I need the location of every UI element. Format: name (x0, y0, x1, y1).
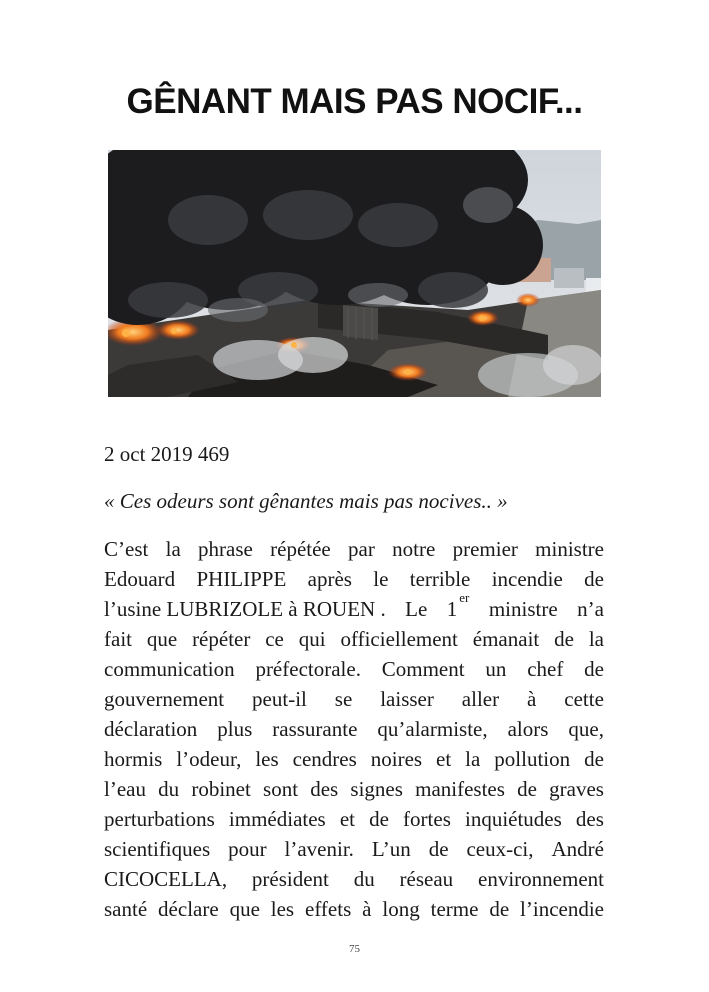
word: que (229, 897, 260, 921)
word: de (584, 657, 604, 681)
word: robinet (191, 777, 251, 801)
word: terrible (409, 567, 471, 591)
word: Comment (381, 657, 465, 681)
word: rassurante (272, 717, 358, 741)
body-line (104, 744, 604, 774)
word: perturbations (104, 807, 215, 831)
word: ceux-ci, (466, 837, 534, 861)
word: fortes (403, 807, 451, 831)
word: des (575, 807, 604, 831)
body-line (104, 590, 604, 624)
word: se (334, 687, 353, 711)
word: les (255, 747, 279, 771)
body-line (104, 684, 604, 714)
word: la (588, 627, 604, 651)
word: déclare (158, 897, 219, 921)
word: de (584, 747, 604, 771)
word: les (270, 897, 295, 921)
body-line (104, 804, 604, 834)
word: de (428, 837, 449, 861)
word: après (307, 567, 352, 591)
body-line (104, 864, 604, 894)
word: l’usine LUBRIZOLE à ROUEN . (104, 597, 386, 621)
word: notre (392, 537, 436, 561)
word: laisser (380, 687, 434, 711)
word: pollution (494, 747, 571, 771)
word: de (489, 897, 510, 921)
body-line (104, 564, 604, 594)
body-line (104, 894, 604, 924)
word: l’odeur, (176, 747, 242, 771)
word: PHILIPPE (196, 567, 287, 591)
pull-quote: « Ces odeurs sont gênantes mais pas nocives.. » (104, 489, 508, 513)
word: CICOCELLA, (104, 867, 228, 891)
word: scientifiques (104, 837, 211, 861)
word: pour (228, 837, 267, 861)
body-line (104, 714, 604, 744)
word: graves (549, 777, 604, 801)
word: président (251, 867, 329, 891)
word: qui (298, 627, 326, 651)
word: premier (452, 537, 518, 561)
word: de (369, 807, 389, 831)
word: manifestes (415, 777, 505, 801)
word: l’avenir. (284, 837, 354, 861)
word: la (165, 537, 181, 561)
word: par (348, 537, 375, 561)
word: du (353, 867, 375, 891)
body-line (104, 774, 604, 804)
word: ministre (488, 597, 558, 621)
body-line (104, 534, 604, 564)
word: de (554, 627, 574, 651)
word: gouvernement (104, 687, 225, 711)
word: effets (305, 897, 352, 921)
word: préfectorale. (255, 657, 361, 681)
article-body (104, 534, 604, 924)
word: que (146, 627, 178, 651)
word: L’un (371, 837, 411, 861)
word: inquiétudes (464, 807, 562, 831)
word: cendres (292, 747, 357, 771)
word: à (362, 897, 372, 921)
word: et (339, 807, 355, 831)
word: l’eau (104, 777, 146, 801)
word: aller (461, 687, 500, 711)
word: alors (507, 717, 549, 741)
word: André (551, 837, 604, 861)
word: un (485, 657, 507, 681)
superscript: er (459, 590, 470, 605)
word: le (373, 567, 389, 591)
word: à (527, 687, 537, 711)
word: du (158, 777, 180, 801)
word: communication (104, 657, 235, 681)
word: de (517, 777, 537, 801)
word: qu’alarmiste, (377, 717, 488, 741)
word: santé (104, 897, 148, 921)
fire-photo (108, 150, 601, 397)
word: réseau (399, 867, 454, 891)
word: émanait (472, 627, 540, 651)
word: C’est (104, 537, 149, 561)
word: phrase (198, 537, 253, 561)
word: environnement (478, 867, 604, 891)
word: officiellement (340, 627, 458, 651)
word: répéter (192, 627, 251, 651)
word: immédiates (228, 807, 326, 831)
dateline: 2 oct 2019 469 (104, 442, 230, 466)
word: l’incendie (520, 897, 604, 921)
word: chef (527, 657, 564, 681)
word: incendie (491, 567, 563, 591)
word: et (436, 747, 452, 771)
page-title: GÊNANT MAIS PAS NOCIF... (126, 82, 583, 121)
word: long (382, 897, 420, 921)
word: Edouard (104, 567, 176, 591)
page-number: 75 (349, 943, 360, 955)
word: ministre (535, 537, 604, 561)
word: ce (265, 627, 284, 651)
word: que, (568, 717, 604, 741)
word: des (310, 777, 339, 801)
word: sont (263, 777, 299, 801)
word: hormis (104, 747, 163, 771)
body-line (104, 654, 604, 684)
word: terme (430, 897, 479, 921)
word: n’a (577, 597, 604, 621)
body-line (104, 624, 604, 654)
word: la (465, 747, 481, 771)
word: signes (350, 777, 403, 801)
word: cette (564, 687, 604, 711)
word: répétée (270, 537, 331, 561)
word: de (584, 567, 604, 591)
word: 1 (446, 597, 458, 621)
word: peut-il (252, 687, 307, 711)
word: plus (217, 717, 253, 741)
word: noires (370, 747, 423, 771)
word: fait (104, 627, 132, 651)
word: Le (405, 597, 428, 621)
ordinal-word (446, 590, 470, 624)
word: déclaration (104, 717, 198, 741)
body-line (104, 834, 604, 864)
